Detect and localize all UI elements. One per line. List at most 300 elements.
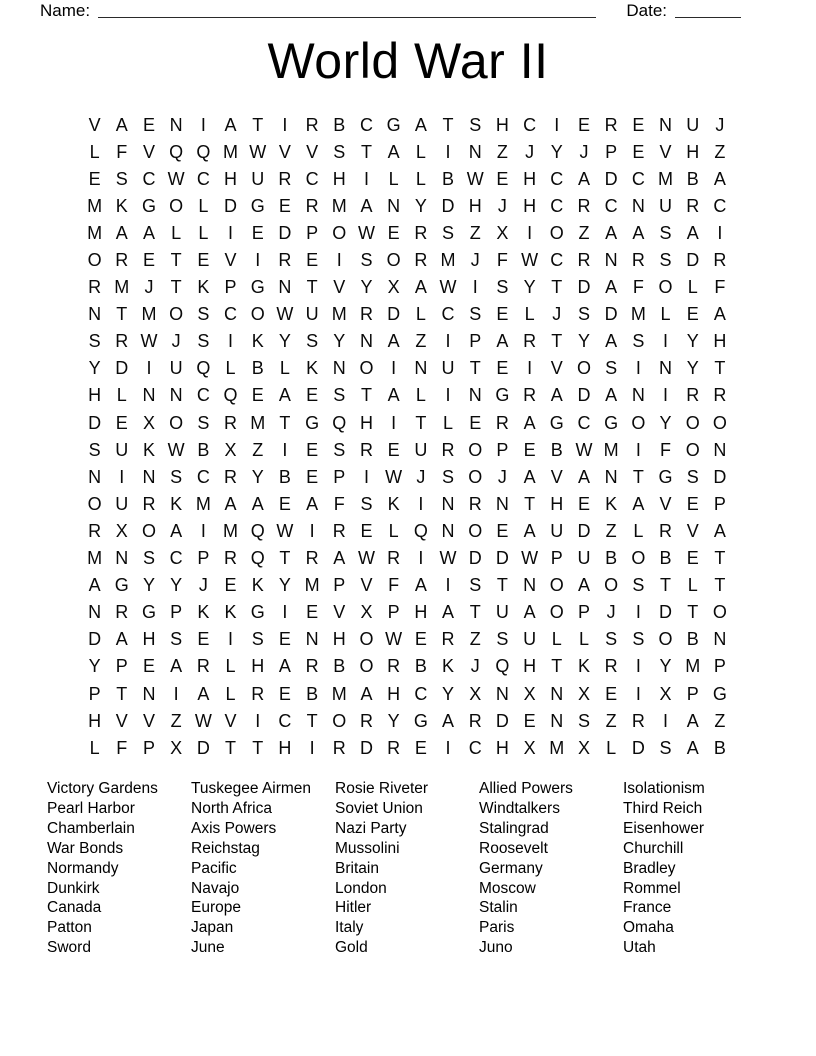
grid-letter: E (306, 466, 319, 487)
grid-letter: O (87, 250, 102, 271)
word-list-column (47, 779, 191, 958)
grid-letter: X (469, 683, 482, 704)
grid-letter: O (141, 520, 156, 541)
grid-letter: S (333, 439, 346, 460)
grid-letter: A (632, 222, 645, 243)
grid-letter: K (577, 656, 590, 677)
word-item: Sword (47, 939, 91, 957)
grid-letter: Y (88, 656, 101, 677)
word-item: Pacific (191, 859, 237, 877)
grid-letter: A (442, 710, 455, 731)
grid-letter: W (385, 629, 403, 650)
grid-letter: L (89, 737, 100, 758)
grid-letter: G (658, 466, 673, 487)
grid-letter: R (631, 710, 645, 731)
word-item: Omaha (623, 919, 674, 937)
grid-letter: D (631, 737, 645, 758)
grid-letter: Z (714, 710, 726, 731)
grid-letter: A (577, 575, 590, 596)
grid-letter: D (441, 195, 455, 216)
grid-letter: H (278, 737, 292, 758)
grid-letter: Q (250, 548, 265, 569)
grid-letter: U (169, 358, 183, 379)
grid-letter: A (115, 629, 128, 650)
grid-letter: N (713, 439, 727, 460)
grid-letter: E (88, 168, 101, 189)
grid-letter: U (414, 439, 428, 460)
name-label: Name: (40, 1, 91, 20)
grid-letter: E (278, 683, 291, 704)
header (40, 0, 741, 20)
grid-letter: U (686, 114, 700, 135)
grid-letter: N (659, 114, 673, 135)
grid-letter: T (306, 710, 318, 731)
grid-letter: O (604, 575, 619, 596)
grid-letter: P (170, 602, 183, 623)
grid-letter: T (415, 412, 427, 433)
grid-letter: C (305, 168, 319, 189)
grid-letter: L (660, 304, 671, 325)
word-item: Third Reich (623, 799, 703, 817)
word-list-column (623, 779, 767, 958)
grid-letter: T (496, 575, 508, 596)
grid-letter: S (632, 629, 645, 650)
grid-letter: Y (170, 575, 183, 596)
grid-letter: E (496, 168, 509, 189)
grid-letter: I (635, 683, 641, 704)
grid-letter: V (224, 250, 237, 271)
grid-letter: V (659, 141, 672, 162)
grid-letter: K (251, 575, 264, 596)
grid-letter: E (605, 683, 618, 704)
grid-letter: A (251, 493, 264, 514)
grid-letter: L (198, 222, 209, 243)
grid-letter: F (388, 575, 400, 596)
grid-letter: B (278, 466, 291, 487)
grid-letter: G (250, 195, 265, 216)
grid-letter: C (142, 168, 156, 189)
word-item: Germany (479, 859, 543, 877)
grid-letter: Y (278, 331, 291, 352)
grid-letter: L (443, 412, 454, 433)
grid-letter: A (523, 412, 536, 433)
grid-letter: A (170, 656, 183, 677)
grid-letter: A (278, 656, 291, 677)
grid-letter: N (659, 358, 673, 379)
grid-letter: H (468, 195, 482, 216)
grid-letter: H (224, 168, 238, 189)
grid-letter: A (306, 493, 319, 514)
grid-letter: X (523, 737, 536, 758)
word-item: Juno (479, 939, 513, 957)
grid-letter: A (523, 602, 536, 623)
grid-letter: I (663, 385, 669, 406)
grid-letter: V (142, 141, 155, 162)
grid-letter: R (468, 710, 482, 731)
grid-letter: E (115, 412, 128, 433)
grid-letter: I (173, 683, 179, 704)
grid-letter: X (577, 737, 590, 758)
grid-letter: J (171, 331, 181, 352)
grid-letter: M (250, 412, 266, 433)
grid-letter: L (279, 358, 290, 379)
grid-letter: K (605, 493, 618, 514)
grid-letter: G (549, 412, 564, 433)
grid-letter: T (551, 331, 563, 352)
grid-letter: Y (442, 683, 455, 704)
grid-letter: A (387, 331, 400, 352)
grid-letter: I (200, 520, 206, 541)
grid-letter: O (468, 520, 483, 541)
grid-letter: E (251, 222, 264, 243)
grid-letter: O (169, 412, 184, 433)
grid-letter: A (605, 277, 618, 298)
grid-letter: S (632, 331, 645, 352)
grid-letter: Y (360, 277, 373, 298)
grid-letter: V (115, 710, 128, 731)
grid-letter: N (142, 466, 156, 487)
grid-letter: S (333, 385, 346, 406)
grid-letter: F (116, 737, 128, 758)
word-item: Windtalkers (479, 799, 560, 817)
grid-letter: M (658, 168, 674, 189)
grid-letter: C (523, 114, 537, 135)
grid-letter: D (713, 466, 727, 487)
grid-letter: B (333, 656, 346, 677)
grid-letter: P (333, 466, 346, 487)
grid-letter: T (714, 575, 726, 596)
grid-letter: R (115, 250, 129, 271)
grid-letter: X (577, 683, 590, 704)
grid-letter: E (414, 737, 427, 758)
word-list-column (335, 779, 479, 958)
grid-letter: A (197, 683, 210, 704)
grid-letter: Y (387, 710, 400, 731)
grid-letter: W (439, 548, 457, 569)
grid-letter: B (306, 683, 319, 704)
grid-letter: A (414, 114, 427, 135)
grid-letter: L (225, 683, 236, 704)
grid-letter: U (305, 304, 319, 325)
grid-letter: A (142, 222, 155, 243)
grid-letter: O (359, 656, 374, 677)
grid-letter: T (252, 114, 264, 135)
grid-letter: A (713, 520, 726, 541)
grid-letter: D (604, 304, 618, 325)
word-item: Japan (191, 919, 234, 937)
grid-letter: R (414, 250, 428, 271)
grid-letter: H (523, 168, 537, 189)
grid-letter: O (87, 493, 102, 514)
grid-letter: W (521, 250, 539, 271)
grid-letter: I (635, 656, 641, 677)
grid-letter: I (228, 222, 234, 243)
grid-letter: T (660, 575, 672, 596)
grid-letter: P (142, 737, 155, 758)
grid-letter: Y (659, 656, 672, 677)
word-item: Tuskegee Airmen (191, 780, 312, 797)
grid-letter: G (250, 602, 265, 623)
grid-letter: H (713, 331, 727, 352)
grid-letter: M (87, 195, 103, 216)
grid-letter: S (251, 629, 264, 650)
word-item: Paris (479, 919, 515, 937)
word-item: Rosie Riveter (335, 780, 429, 797)
grid-letter: R (359, 304, 373, 325)
grid-letter: I (282, 439, 288, 460)
grid-letter: M (331, 304, 347, 325)
page-title: World War II (267, 33, 549, 89)
word-item: Roosevelt (479, 839, 548, 857)
grid-letter: H (88, 385, 102, 406)
grid-letter: S (686, 466, 699, 487)
grid-letter: V (306, 141, 319, 162)
grid-letter: C (441, 304, 455, 325)
grid-letter: D (495, 710, 509, 731)
grid-letter: U (550, 520, 564, 541)
grid-letter: M (87, 222, 103, 243)
grid-letter: R (305, 656, 319, 677)
grid-letter: Z (496, 141, 508, 162)
grid-letter: D (115, 358, 129, 379)
grid-letter: H (414, 602, 428, 623)
grid-letter: I (663, 331, 669, 352)
grid-letter: B (659, 548, 672, 569)
grid-letter: V (333, 602, 346, 623)
grid-letter: U (441, 358, 455, 379)
word-item: Reichstag (191, 839, 260, 857)
grid-letter: I (635, 358, 641, 379)
grid-letter: J (497, 195, 507, 216)
grid-letter: A (442, 602, 455, 623)
grid-letter: X (115, 520, 128, 541)
grid-letter: Q (413, 520, 428, 541)
grid-letter: X (387, 277, 400, 298)
grid-letter: A (496, 331, 509, 352)
word-item: Victory Gardens (47, 780, 158, 797)
grid-letter: R (577, 250, 591, 271)
grid-letter: D (387, 304, 401, 325)
grid-letter: M (195, 493, 211, 514)
grid-letter: O (468, 439, 483, 460)
grid-letter: I (527, 222, 533, 243)
grid-letter: P (306, 222, 319, 243)
date-blank-line (675, 16, 741, 18)
grid-letter: A (686, 222, 699, 243)
grid-letter: A (88, 575, 101, 596)
grid-letter: P (686, 683, 699, 704)
grid-letter: M (223, 520, 239, 541)
grid-letter: R (604, 114, 618, 135)
word-item: Stalin (479, 899, 518, 917)
grid-letter: C (631, 168, 645, 189)
grid-letter: O (332, 222, 347, 243)
grid-letter: V (360, 575, 373, 596)
grid-letter: A (360, 683, 373, 704)
grid-letter: Q (196, 358, 211, 379)
grid-letter: A (550, 385, 563, 406)
grid-letter: S (442, 466, 455, 487)
grid-letter: R (224, 548, 238, 569)
grid-letter: N (278, 277, 292, 298)
grid-letter: M (603, 439, 619, 460)
grid-letter: O (169, 304, 184, 325)
grid-letter: H (523, 195, 537, 216)
grid-letter: R (115, 602, 129, 623)
grid-letter: A (387, 141, 400, 162)
grid-letter: J (470, 656, 480, 677)
grid-letter: S (360, 493, 373, 514)
grid-letter: V (550, 358, 563, 379)
grid-letter: L (89, 141, 100, 162)
grid-letter: U (115, 493, 129, 514)
grid-letter: E (278, 493, 291, 514)
grid-letter: L (415, 168, 426, 189)
grid-letter: J (606, 602, 616, 623)
grid-letter: A (713, 304, 726, 325)
grid-letter: E (224, 575, 237, 596)
grid-letter: K (387, 493, 400, 514)
grid-letter: E (197, 250, 210, 271)
grid-letter: L (388, 520, 399, 541)
grid-letter: O (685, 439, 700, 460)
grid-letter: R (305, 114, 319, 135)
grid-letter: R (495, 412, 509, 433)
grid-letter: K (170, 493, 183, 514)
grid-letter: P (333, 575, 346, 596)
grid-letter: S (577, 710, 590, 731)
grid-letter: R (88, 520, 102, 541)
grid-letter: O (631, 548, 646, 569)
grid-letter: K (251, 331, 264, 352)
grid-letter: S (632, 575, 645, 596)
grid-letter: F (714, 277, 726, 298)
grid-letter: A (577, 168, 590, 189)
grid-letter: H (251, 656, 265, 677)
grid-letter: C (278, 710, 292, 731)
grid-letter: I (363, 168, 369, 189)
word-list-column (191, 779, 335, 958)
grid-letter: E (496, 358, 509, 379)
grid-letter: H (332, 168, 346, 189)
grid-letter: M (223, 141, 239, 162)
grid-letter: Z (170, 710, 182, 731)
grid-letter: H (523, 656, 537, 677)
grid-letter: V (550, 466, 563, 487)
grid-letter: O (386, 250, 401, 271)
grid-letter: I (445, 385, 451, 406)
grid-letter: P (469, 331, 482, 352)
grid-letter: E (142, 114, 155, 135)
grid-letter: Z (578, 222, 590, 243)
grid-letter: H (387, 683, 401, 704)
grid-letter: I (445, 575, 451, 596)
grid-letter: Y (577, 331, 590, 352)
grid-letter: N (142, 385, 156, 406)
grid-letter: R (305, 548, 319, 569)
grid-letter: X (142, 412, 155, 433)
grid-letter: O (712, 412, 727, 433)
word-item: Utah (623, 939, 656, 957)
grid-letter: S (360, 250, 373, 271)
grid-letter: N (305, 629, 319, 650)
grid-letter: O (359, 629, 374, 650)
grid-letter: G (141, 195, 156, 216)
grid-letter: R (224, 466, 238, 487)
grid-letter: O (658, 277, 673, 298)
grid-letter: P (713, 493, 726, 514)
grid-letter: R (468, 493, 482, 514)
grid-letter: T (360, 141, 372, 162)
grid-letter: E (523, 439, 536, 460)
grid-letter: H (550, 493, 564, 514)
grid-letter: K (306, 358, 319, 379)
grid-letter: T (252, 737, 264, 758)
grid-letter: C (468, 737, 482, 758)
grid-letter: L (198, 195, 209, 216)
grid-letter: N (387, 195, 401, 216)
grid-letter: K (142, 439, 155, 460)
grid-letter: O (549, 575, 564, 596)
grid-letter: T (442, 114, 454, 135)
grid-letter: P (550, 548, 563, 569)
grid-letter: N (332, 358, 346, 379)
grid-letter: E (523, 710, 536, 731)
grid-letter: N (523, 575, 537, 596)
grid-letter: J (144, 277, 154, 298)
grid-letter: W (521, 548, 539, 569)
grid-letter: Q (223, 385, 238, 406)
word-item: Stalingrad (479, 819, 549, 837)
grid-letter: J (579, 141, 589, 162)
grid-letter: L (171, 222, 182, 243)
grid-letter: Y (523, 277, 536, 298)
grid-letter: G (413, 710, 428, 731)
grid-letter: R (577, 195, 591, 216)
grid-letter: G (604, 412, 619, 433)
grid-letter: S (605, 358, 618, 379)
grid-letter: P (496, 439, 509, 460)
grid-letter: N (631, 195, 645, 216)
grid-letter: C (224, 304, 238, 325)
word-item: Eisenhower (623, 819, 704, 837)
grid-letter: V (278, 141, 291, 162)
grid-letter: M (331, 683, 347, 704)
grid-letter: P (88, 683, 101, 704)
grid-letter: T (279, 412, 291, 433)
grid-letter: S (496, 629, 509, 650)
word-item: Italy (335, 919, 364, 937)
grid-letter: C (550, 250, 564, 271)
grid-letter: D (468, 548, 482, 569)
grid-letter: R (196, 656, 210, 677)
grid-letter: J (525, 141, 535, 162)
grid-letter: H (332, 629, 346, 650)
grid-letter: R (278, 250, 292, 271)
grid-letter: R (359, 710, 373, 731)
grid-letter: Y (333, 331, 346, 352)
grid-letter: E (686, 304, 699, 325)
word-item: Pearl Harbor (47, 799, 135, 817)
grid-letter: I (391, 412, 397, 433)
grid-letter: B (414, 656, 427, 677)
grid-letter: P (387, 602, 400, 623)
grid-letter: R (713, 385, 727, 406)
grid-letter: T (225, 737, 237, 758)
grid-letter: A (224, 493, 237, 514)
grid-letter: U (577, 548, 591, 569)
grid-letter: I (635, 439, 641, 460)
